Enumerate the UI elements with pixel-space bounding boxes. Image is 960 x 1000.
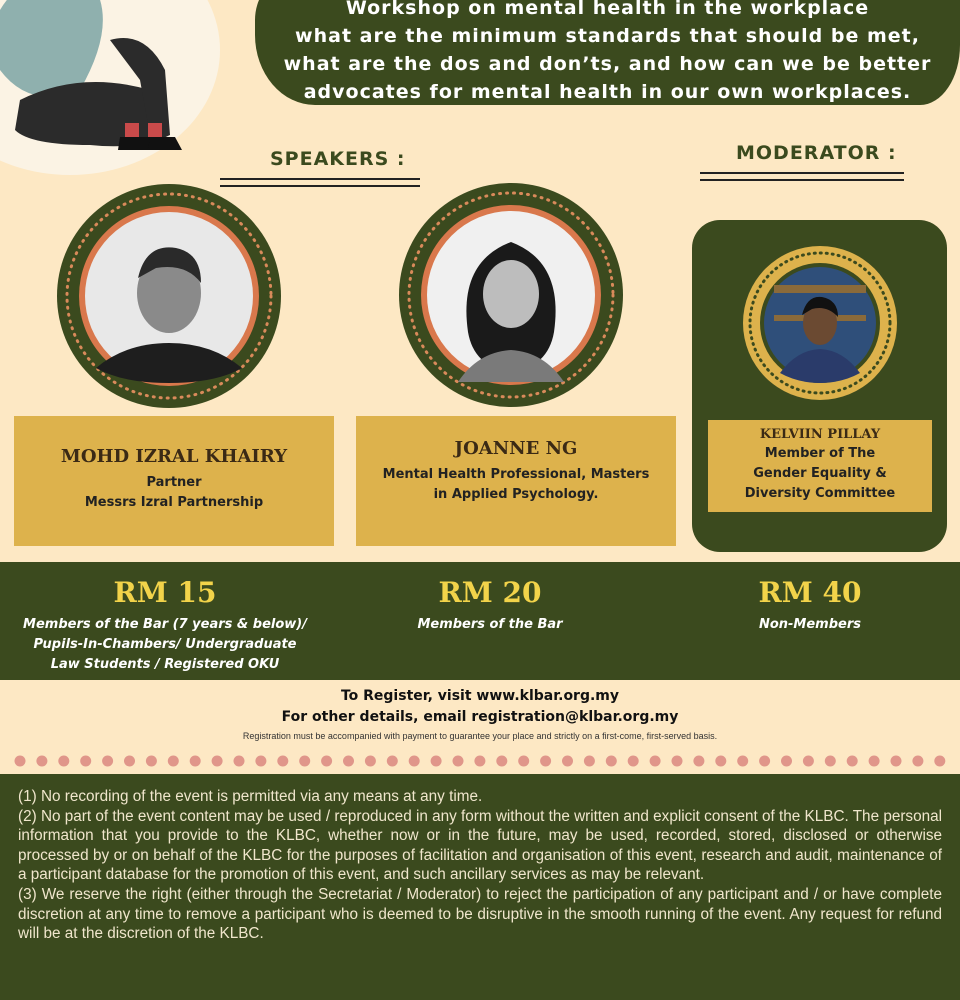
moderator-role-1: Member of The (764, 446, 876, 461)
banner-line-4: advocates for mental health in our own workplaces. (303, 81, 912, 103)
divider-dot (299, 756, 310, 767)
divider-dot (693, 756, 704, 767)
divider-dot (387, 756, 398, 767)
divider-dot (869, 756, 880, 767)
divider-dot (124, 756, 135, 767)
speaker-2-role: Mental Health Professional, Masters (382, 467, 650, 482)
divider-dot (234, 756, 245, 767)
price-tier-2 (340, 576, 640, 635)
term-3: (3) We reserve the right (either through the Secretariat / Moderator) to reject the participation of any participant and / or have complete discretion at any time to remove a participant who is deemed to be disruptive in the smooth running of the event. Any request for refund will be at the discretion of the KLBC. (18, 885, 942, 943)
speaker-1-org: Messrs Izral Partnership (84, 495, 264, 510)
divider-dot (474, 756, 485, 767)
intro-banner (255, 0, 960, 105)
divider-dot (102, 756, 113, 767)
hero-illustration (0, 0, 270, 180)
divider-dot (36, 756, 47, 767)
price-desc-line: Pupils-In-Chambers/ Undergraduate (33, 637, 297, 652)
speaker-1-portrait (56, 183, 282, 409)
divider-dot (168, 756, 179, 767)
divider-dot (15, 756, 26, 767)
divider-dot (737, 756, 748, 767)
term-1: (1) No recording of the event is permitted via any means at any time. (18, 788, 483, 805)
divider-dot (409, 756, 420, 767)
divider-dot (781, 756, 792, 767)
divider-dot (518, 756, 529, 767)
divider-dot (650, 756, 661, 767)
divider-dot (672, 756, 683, 767)
price-amount: RM 40 (758, 576, 862, 609)
terms-panel (0, 774, 960, 1000)
price-tier-3 (680, 576, 940, 635)
speaker-2-card (356, 416, 676, 546)
divider-dot (891, 756, 902, 767)
term-2: (2) No part of the event content may be used / reproduced in any form without the written and explicit consent of the KLBC. The personal information that you provide to the KLBC, whether now or in the future, may be used, recorded, stored, disclosed or otherwise processed by or on behalf of the KLBC for the purposes of facilitation and organisation of this event, research and audit, maintenance of a participant database for the promotion of this event, and such ancillary services as may be relevant. (18, 807, 942, 884)
divider-dot (321, 756, 332, 767)
divider-dot (343, 756, 354, 767)
divider-dot (80, 756, 91, 767)
moderator-role-2: Gender Equality & (753, 466, 887, 481)
register-email[interactable]: For other details, email registration@klbar.org.my (281, 709, 679, 725)
moderator-heading: MODERATOR : (736, 142, 897, 164)
divider-dot (431, 756, 442, 767)
divider-dot (212, 756, 223, 767)
divider-dot (146, 756, 157, 767)
divider-dot (759, 756, 770, 767)
moderator-portrait (742, 245, 898, 401)
speaker-1-name: MOHD IZRAL KHAIRY (60, 446, 288, 467)
register-note: Registration must be accompanied with payment to guarantee your place and strictly on a first-come, first-served basis. (242, 731, 718, 741)
speaker-2-name: JOANNE NG (454, 438, 578, 459)
moderator-underline-2 (700, 179, 904, 181)
price-desc-line: Non-Members (758, 617, 862, 632)
banner-line-1: Workshop on mental health in the workplace (345, 0, 870, 19)
divider-dot (934, 756, 945, 767)
divider-dot (584, 756, 595, 767)
register-url[interactable]: To Register, visit www.klbar.org.my (340, 688, 620, 704)
divider-dot (496, 756, 507, 767)
moderator-name: KELVIIN PILLAY (759, 427, 881, 442)
divider-dot (453, 756, 464, 767)
dot-divider (10, 754, 950, 768)
price-desc-line: Members of the Bar (7 years & below)/ (23, 617, 307, 632)
divider-dot (190, 756, 201, 767)
price-desc-line: Law Students / Registered OKU (50, 657, 280, 672)
moderator-underline (700, 172, 904, 174)
divider-dot (58, 756, 69, 767)
divider-dot (606, 756, 617, 767)
speakers-underline (220, 178, 420, 180)
moderator-card (708, 420, 932, 512)
divider-dot (277, 756, 288, 767)
moderator-role-3: Diversity Committee (744, 486, 896, 501)
divider-dot (715, 756, 726, 767)
divider-dot (562, 756, 573, 767)
price-amount: RM 20 (438, 576, 542, 609)
banner-line-2: what are the minimum standards that should be met, (295, 25, 920, 47)
registration-info (0, 686, 960, 741)
banner-line-3: what are the dos and don’ts, and how can we be better (283, 53, 932, 75)
speakers-heading: SPEAKERS : (270, 148, 406, 170)
speaker-1-role: Partner (146, 475, 202, 490)
divider-dot (255, 756, 266, 767)
speaker-2-role-2: in Applied Psychology. (433, 487, 599, 502)
price-desc-line: Members of the Bar (417, 617, 563, 632)
divider-dot (847, 756, 858, 767)
divider-dot (803, 756, 814, 767)
divider-dot (628, 756, 639, 767)
divider-dot (825, 756, 836, 767)
speaker-2-portrait (398, 182, 624, 408)
price-amount: RM 15 (113, 576, 217, 609)
divider-dot (912, 756, 923, 767)
divider-dot (365, 756, 376, 767)
price-tier-1 (10, 576, 320, 675)
divider-dot (540, 756, 551, 767)
speaker-1-card (14, 416, 334, 546)
